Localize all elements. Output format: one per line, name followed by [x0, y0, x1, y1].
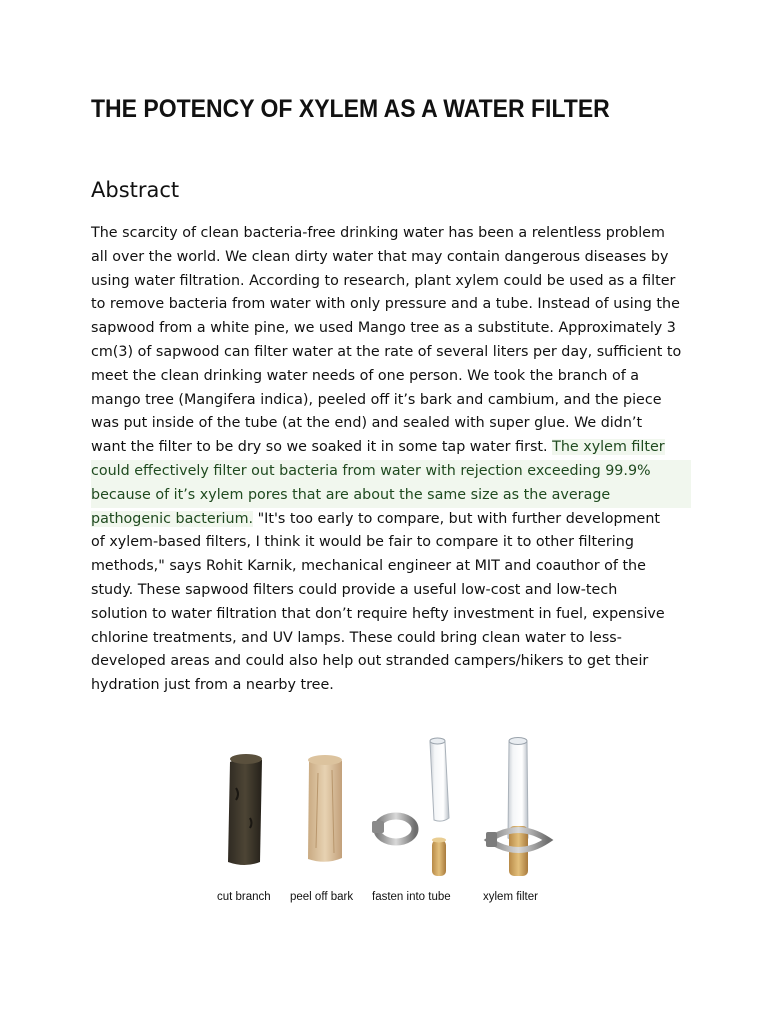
xylem-filter-figure: [200, 728, 570, 910]
paragraph-line: all over the world. We clean dirty water that may contain dangerous diseases by: [91, 248, 669, 265]
highlighted-line: could effectively filter out bacteria from water with rejection exceeding 99.9%: [91, 460, 691, 484]
paragraph-line: mango tree (Mangifera indica), peeled off it’s bark and cambium, and the piece: [91, 391, 662, 408]
paragraph-line: using water filtration. According to research, plant xylem could be used as a filter: [91, 272, 676, 289]
paragraph-text: want the filter to be dry so we soaked it in some tap water first.: [91, 439, 553, 456]
xylem-filter-image: [486, 738, 548, 877]
highlighted-line: because of it’s xylem pores that are about the same size as the average: [91, 484, 691, 508]
paragraph-line: was put inside of the tube (at the end) and sealed with super glue. We didn’t: [91, 415, 643, 432]
highlighted-text: pathogenic bacterium.: [91, 510, 254, 527]
hose-clamp-image: [372, 816, 415, 842]
paragraph-line: meet the clean drinking water needs of one person. We took the branch of a: [91, 367, 640, 384]
paragraph-line: sapwood from a white pine, we used Mango tree as a substitute. Approximately 3: [91, 320, 676, 337]
document-title: THE POTENCY OF XYLEM AS A WATER FILTER: [91, 95, 610, 123]
figure-illustration: [200, 728, 570, 888]
paragraph-line-mixed: [91, 436, 691, 460]
paragraph-line: chlorine treatments, and UV lamps. These could bring clean water to less-: [91, 629, 622, 646]
peeled-wood-image: [308, 755, 342, 862]
caption-fasten-into-tube: fasten into tube: [372, 891, 451, 903]
paragraph-line: The scarcity of clean bacteria-free drinking water has been a relentless problem: [91, 225, 665, 241]
caption-xylem-filter: xylem filter: [483, 891, 538, 903]
section-heading-abstract: Abstract: [91, 178, 180, 202]
abstract-paragraph: [91, 222, 691, 698]
paragraph-line: cm(3) of sapwood can filter water at the rate of several liters per day, sufficient to: [91, 343, 682, 360]
paragraph-line: developed areas and could also help out stranded campers/hikers to get their: [91, 653, 649, 670]
paragraph-text: "It's too early to compare, but with further development: [253, 510, 661, 527]
caption-cut-branch: cut branch: [217, 891, 271, 903]
paragraph-line: of xylem-based filters, I think it would be fair to compare it to other filtering: [91, 534, 634, 551]
paragraph-line: to remove bacteria from water with only pressure and a tube. Instead of using the: [91, 296, 680, 313]
caption-peel-off-bark: peel off bark: [290, 891, 354, 903]
paragraph-line: study. These sapwood filters could provide a useful low-cost and low-tech: [91, 581, 618, 598]
paragraph-line: solution to water filtration that don’t require hefty investment in fuel, expensive: [91, 605, 665, 622]
paragraph-line: methods," says Rohit Karnik, mechanical engineer at MIT and coauthor of the: [91, 558, 646, 575]
cut-branch-image: [228, 754, 262, 865]
paragraph-line: hydration just from a nearby tree.: [91, 677, 334, 694]
highlighted-text: The xylem filter: [552, 439, 665, 456]
tube-and-plug-image: [430, 738, 449, 876]
paragraph-line-mixed: [91, 508, 691, 532]
